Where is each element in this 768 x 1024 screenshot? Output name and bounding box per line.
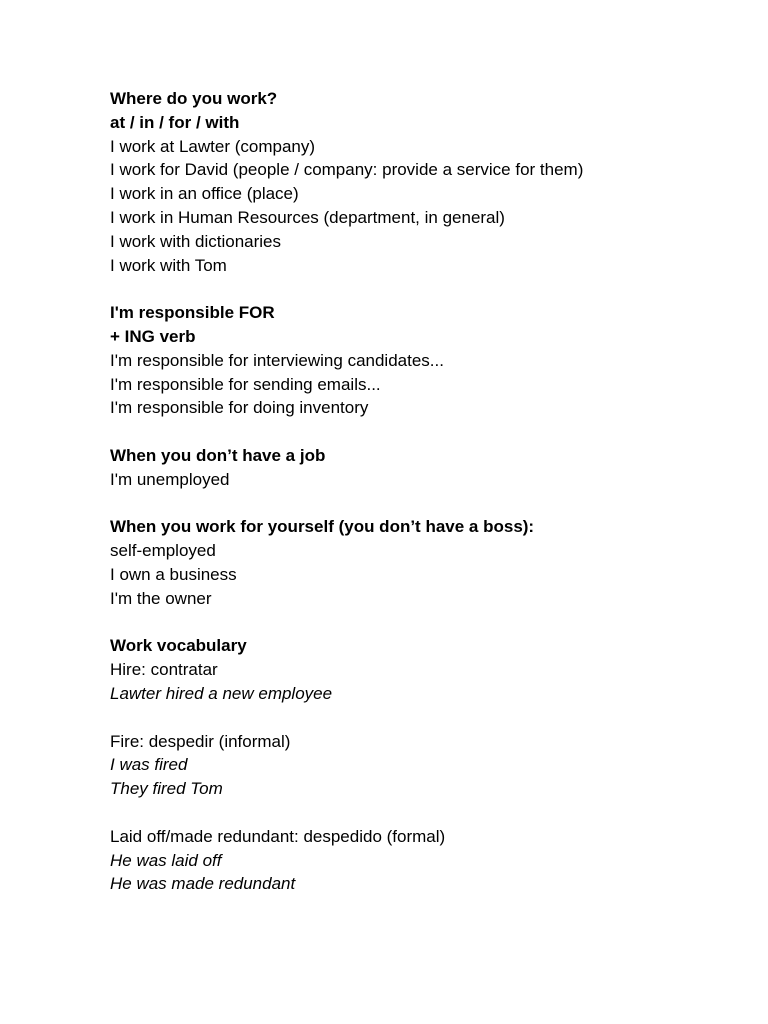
- text-line: I work at Lawter (company): [110, 136, 316, 156]
- section-heading: When you work for yourself (you don’t have a boss):: [110, 517, 535, 537]
- document-body: [110, 87, 730, 920]
- text-line: Hire: contratar: [110, 660, 218, 680]
- section-heading: Where do you work?: [110, 89, 278, 108]
- text-line: I'm unemployed: [110, 469, 230, 489]
- text-line: I work in Human Resources (department, in general): [110, 207, 505, 227]
- section-work-vocabulary: [110, 634, 730, 705]
- text-line: I own a business: [110, 564, 237, 584]
- text-line: I'm responsible for sending emails...: [110, 374, 381, 394]
- section-heading: I'm responsible FOR: [110, 303, 275, 323]
- section-heading: Work vocabulary: [110, 636, 247, 656]
- text-line: I work with dictionaries: [110, 231, 282, 251]
- text-line: self-employed: [110, 541, 216, 561]
- example-sentence: He was laid off: [110, 850, 222, 870]
- text-line: Laid off/made redundant: despedido (formal): [110, 826, 446, 846]
- section-heading: at / in / for / with: [110, 112, 240, 132]
- section-fire: [110, 730, 730, 801]
- section-self-employed: [110, 515, 730, 610]
- text-line: I'm the owner: [110, 588, 212, 608]
- example-sentence: He was made redundant: [110, 874, 296, 894]
- example-sentence: Lawter hired a new employee: [110, 683, 333, 703]
- example-sentence: I was fired: [110, 755, 188, 775]
- section-where-do-you-work: [110, 87, 730, 277]
- text-line: I'm responsible for doing inventory: [110, 398, 369, 418]
- text-line: Fire: despedir (informal): [110, 731, 291, 751]
- section-heading: When you don’t have a job: [110, 445, 326, 465]
- section-responsible-for: [110, 301, 730, 420]
- example-sentence: They fired Tom: [110, 779, 223, 799]
- section-laid-off: [110, 825, 730, 896]
- text-line: I work in an office (place): [110, 184, 299, 204]
- text-line: I work for David (people / company: provide a service for them): [110, 160, 584, 180]
- text-line: I work with Tom: [110, 255, 227, 275]
- section-no-job: [110, 444, 730, 492]
- section-heading: + ING verb: [110, 326, 196, 346]
- text-line: I'm responsible for interviewing candidates...: [110, 350, 444, 370]
